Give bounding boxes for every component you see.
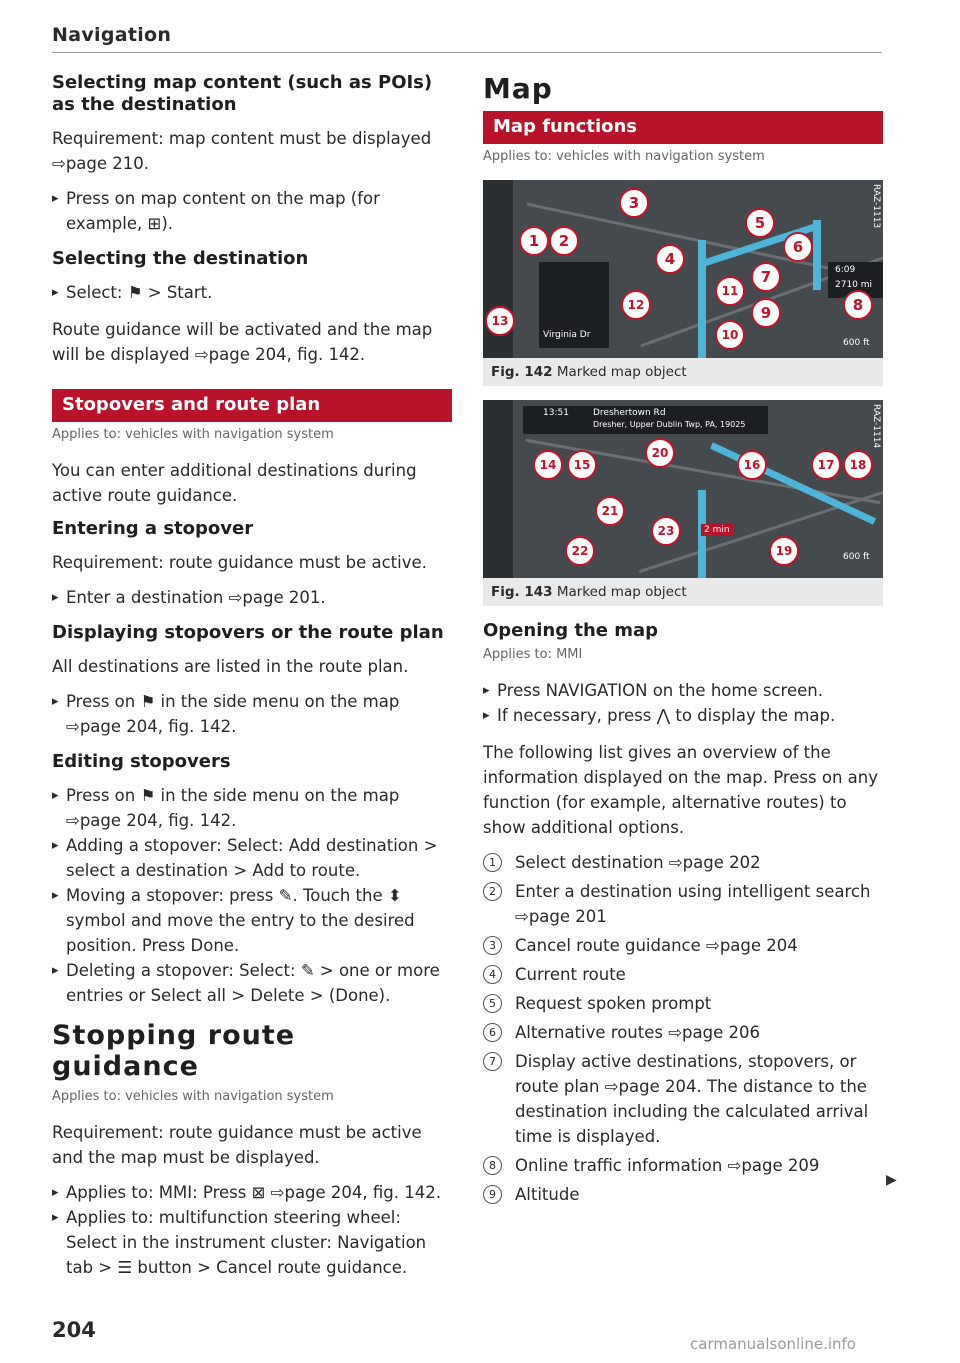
arrival-time: 6:09 [835, 265, 856, 275]
requirement-text: Requirement: map content must be displayed ⇨page 210. [52, 129, 432, 173]
clock: 13:51 [543, 408, 569, 418]
heading-displaying-stopovers: Displaying stopovers or the route plan [52, 622, 444, 643]
step-item: ▸ Press on map content on the map (for example, ⊞). [52, 186, 452, 236]
heading-map: Map [483, 72, 553, 105]
header-rule [52, 52, 882, 53]
scale-label: 600 ft [843, 338, 870, 348]
heading-opening-map: Opening the map [483, 620, 659, 641]
list-item: 9 Altitude [483, 1182, 883, 1207]
applies-text: Applies to: MMI [483, 647, 583, 662]
list-item: 2 Enter a destination using intelligent search ⇨page 201 [483, 879, 883, 929]
list-item: 8 Online traffic information ⇨page 209 [483, 1153, 883, 1178]
body-text: You can enter additional destinations during active route guidance. [52, 461, 417, 505]
body-text: Route guidance will be activated and the map will be displayed ⇨page 204, fig. 142. [52, 320, 433, 364]
section-bar-map-functions: Map functions [483, 111, 883, 144]
step-item: ▸ Press on ⚑ in the side menu on the map ⇨page 204, fig. 142. [52, 783, 452, 833]
step-item: ▸ Press on ⚑ in the side menu on the map ⇨page 204, fig. 142. [52, 689, 452, 739]
heading-stopping-route-guidance: Stopping route guidance [52, 1020, 296, 1082]
step-item: ▸ Press NAVIGATION on the home screen. [483, 678, 883, 703]
heading-entering-stopover: Entering a stopover [52, 518, 254, 539]
map-figure-142: Virginia Dr 6:09 2710 mi 600 ft RAZ-1113 1 2 3 4 5 6 7 8 9 10 11 12 13 [483, 180, 883, 358]
eta-badge: 2 min [701, 524, 733, 536]
continue-arrow-icon: ▶ [886, 1172, 897, 1188]
applies-text: Applies to: vehicles with navigation system [52, 427, 334, 442]
left-column [52, 72, 452, 1280]
section-header: Navigation [52, 24, 172, 46]
list-item: 1 Select destination ⇨page 202 [483, 850, 883, 875]
body-text: All destinations are listed in the route plan. [52, 657, 409, 676]
figure-caption-142: Fig. 142 Marked map object [483, 358, 883, 386]
applies-text: Applies to: vehicles with navigation system [52, 1089, 334, 1104]
figure-caption-143: Fig. 143 Marked map object [483, 578, 883, 606]
street-label: Virginia Dr [543, 330, 591, 340]
heading-editing-stopovers: Editing stopovers [52, 751, 231, 772]
address-line-1: Dreshertown Rd [593, 408, 666, 418]
list-item: 7 Display active destinations, stopovers, or route plan ⇨page 204. The distance to the destination including the calculated arrival time is displayed. [483, 1049, 883, 1149]
step-item: ▸ Applies to: MMI: Press ⊠ ⇨page 204, fig. 142. [52, 1180, 452, 1205]
page-number: 204 [52, 1318, 96, 1342]
list-item: 4 Current route [483, 962, 883, 987]
step-item: ▸ Moving a stopover: press ✎. Touch the ⬍ symbol and move the entry to the desired position. Press Done. [52, 883, 452, 958]
map-side-menu [483, 400, 513, 578]
remaining-distance: 2710 mi [835, 280, 873, 290]
requirement-text: Requirement: route guidance must be active. [52, 553, 427, 572]
step-item: ▸ If necessary, press ⋀ to display the map. [483, 703, 883, 728]
scale-label: 600 ft [843, 552, 870, 562]
section-bar-stopovers: Stopovers and route plan [52, 389, 452, 422]
step-item: ▸ Applies to: multifunction steering wheel: Select in the instrument cluster: Navigation tab > ☰ button > Cancel route guidance. [52, 1205, 452, 1280]
step-item: ▸ Deleting a stopover: Select: ✎ > one or more entries or Select all > Delete > (Done). [52, 958, 452, 1008]
heading-select-destination: Selecting the destination [52, 248, 309, 269]
step-item: ▸ Select: ⚑ > Start. [52, 280, 452, 305]
heading-select-map-content: Selecting map content (such as POIs) as the destination [52, 72, 433, 115]
list-item: 6 Alternative routes ⇨page 206 [483, 1020, 883, 1045]
figure-code: RAZ-1113 [871, 184, 881, 229]
watermark: carmanualsonline.info [690, 1335, 856, 1353]
applies-text: Applies to: vehicles with navigation system [483, 149, 765, 164]
right-column [483, 72, 883, 1211]
step-item: ▸ Adding a stopover: Select: Add destination > select a destination > Add to route. [52, 833, 452, 883]
list-item: 5 Request spoken prompt [483, 991, 883, 1016]
requirement-text: Requirement: route guidance must be active and the map must be displayed. [52, 1123, 422, 1167]
body-text: The following list gives an overview of the information displayed on the map. Press on any function (for example, alternative routes) to show additional options. [483, 743, 879, 837]
figure-code: RAZ-1114 [871, 404, 881, 449]
step-item: ▸ Enter a destination ⇨page 201. [52, 585, 452, 610]
map-figure-143: 13:51 Dreshertown Rd Dresher, Upper Dublin Twp, PA, 19025 2 min 600 ft RAZ-1114 14 15 20 16 17 18 21 23 22 19 [483, 400, 883, 578]
address-line-2: Dresher, Upper Dublin Twp, PA, 19025 [593, 420, 746, 429]
list-item: 3 Cancel route guidance ⇨page 204 [483, 933, 883, 958]
